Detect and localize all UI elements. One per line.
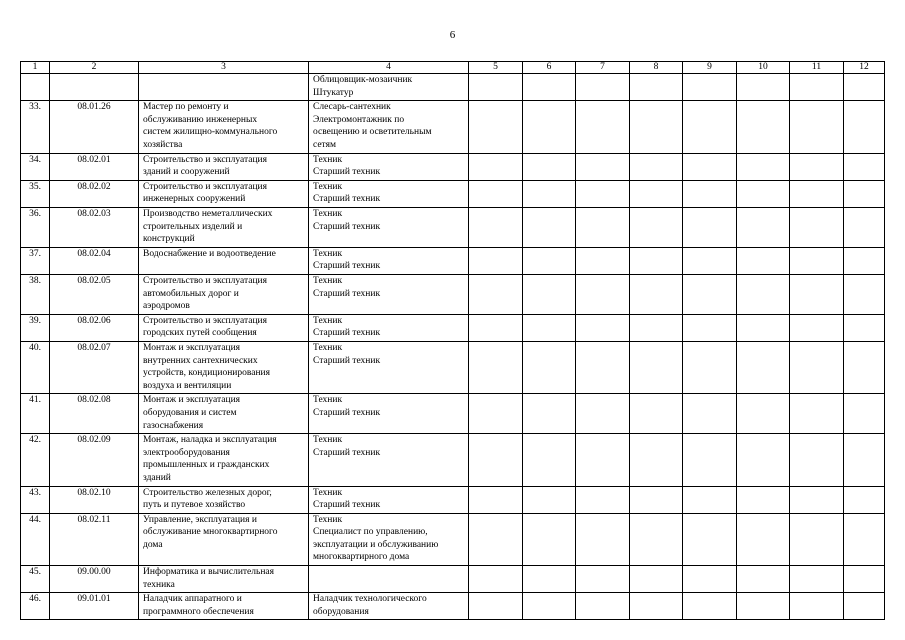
specialty-name-cell — [139, 274, 309, 314]
qualification-line: Техник — [313, 208, 343, 219]
empty-cell — [630, 74, 683, 101]
empty-cell — [683, 566, 737, 593]
specialty-name-line: Наладчик аппаратного и — [143, 594, 242, 605]
empty-cell — [844, 101, 885, 153]
qualification-cell — [309, 513, 469, 565]
empty-cell — [523, 247, 576, 274]
specialty-code-cell: 08.02.11 — [50, 513, 139, 565]
empty-cell — [683, 180, 737, 207]
empty-cell — [844, 434, 885, 486]
empty-cell — [523, 341, 576, 393]
empty-cell — [523, 153, 576, 180]
row-number-cell: 38. — [21, 274, 50, 314]
header-cell: 9 — [683, 62, 737, 74]
qualification-cell — [309, 101, 469, 153]
empty-cell — [630, 341, 683, 393]
specialty-name-line: Строительство и эксплуатация — [143, 275, 267, 286]
qualification-cell — [309, 314, 469, 341]
qualification-line: Старший техник — [313, 288, 381, 299]
table-row — [21, 274, 885, 314]
qualification-line: Старший техник — [313, 221, 381, 232]
qualification-cell — [309, 566, 469, 593]
empty-cell — [523, 593, 576, 620]
empty-cell — [844, 247, 885, 274]
header-row — [21, 62, 885, 74]
row-number-cell: 41. — [21, 394, 50, 434]
empty-cell — [469, 566, 523, 593]
empty-cell — [469, 247, 523, 274]
empty-cell — [737, 486, 790, 513]
qualification-line: Наладчик технологического — [313, 594, 427, 605]
header-cell: 6 — [523, 62, 576, 74]
specialties-table — [20, 61, 885, 620]
qualification-line: Техник — [313, 248, 343, 259]
empty-cell — [790, 394, 844, 434]
qualification-line: Старший техник — [313, 500, 381, 511]
row-number-cell: 42. — [21, 434, 50, 486]
specialty-name-line: Монтаж, наладка и эксплуатация — [143, 435, 277, 446]
specialty-name-line: хозяйства — [143, 139, 183, 150]
specialty-code-cell: 08.02.10 — [50, 486, 139, 513]
qualification-cell — [309, 274, 469, 314]
empty-cell — [523, 180, 576, 207]
qualification-line: Техник — [313, 514, 343, 525]
row-number-cell: 39. — [21, 314, 50, 341]
empty-cell — [523, 314, 576, 341]
empty-cell — [790, 153, 844, 180]
empty-cell — [844, 274, 885, 314]
qualification-cell — [309, 593, 469, 620]
table-row — [21, 341, 885, 393]
empty-cell — [630, 434, 683, 486]
header-cell: 1 — [21, 62, 50, 74]
empty-cell — [469, 341, 523, 393]
empty-cell — [576, 153, 630, 180]
table-row — [21, 566, 885, 593]
empty-cell — [523, 274, 576, 314]
empty-cell — [844, 180, 885, 207]
empty-cell — [737, 394, 790, 434]
empty-cell — [523, 434, 576, 486]
specialty-name-line: Информатика и вычислительная — [143, 567, 275, 578]
specialty-code-cell: 08.02.04 — [50, 247, 139, 274]
empty-cell — [630, 593, 683, 620]
specialty-code-cell: 08.02.09 — [50, 434, 139, 486]
qualification-line: эксплуатации и обслуживанию — [313, 539, 439, 550]
empty-cell — [844, 314, 885, 341]
row-number-cell: 33. — [21, 101, 50, 153]
empty-cell — [576, 274, 630, 314]
empty-cell — [737, 513, 790, 565]
qualification-line: Старший техник — [313, 167, 381, 178]
specialty-name-line: Монтаж и эксплуатация — [143, 395, 241, 406]
specialty-name-line: Мастер по ремонту и — [143, 102, 229, 113]
empty-cell — [630, 180, 683, 207]
empty-cell — [790, 74, 844, 101]
specialty-name-cell — [139, 74, 309, 101]
empty-cell — [683, 274, 737, 314]
qualification-cell — [309, 434, 469, 486]
specialty-name-cell — [139, 513, 309, 565]
row-number-cell: 36. — [21, 207, 50, 247]
empty-cell — [844, 341, 885, 393]
empty-cell — [790, 593, 844, 620]
empty-cell — [844, 593, 885, 620]
specialty-name-line: систем жилищно-коммунального — [143, 127, 278, 138]
table-row — [21, 513, 885, 565]
qualification-cell — [309, 486, 469, 513]
specialty-name-line: внутренних сантехнических — [143, 355, 258, 366]
empty-cell — [576, 566, 630, 593]
specialty-name-line: инженерных сооружений — [143, 194, 246, 205]
qualification-cell — [309, 74, 469, 101]
empty-cell — [469, 593, 523, 620]
specialty-name-line: Строительство и эксплуатация — [143, 181, 267, 192]
empty-cell — [576, 513, 630, 565]
empty-cell — [683, 153, 737, 180]
header-cell: 5 — [469, 62, 523, 74]
row-number-cell: 40. — [21, 341, 50, 393]
empty-cell — [683, 207, 737, 247]
qualification-cell — [309, 341, 469, 393]
header-cell: 12 — [844, 62, 885, 74]
specialty-name-line: строительных изделий и — [143, 221, 243, 232]
table-row — [21, 394, 885, 434]
empty-cell — [469, 314, 523, 341]
empty-cell — [469, 274, 523, 314]
row-number-cell: 34. — [21, 153, 50, 180]
empty-cell — [844, 513, 885, 565]
specialty-name-line: оборудования и систем — [143, 407, 237, 418]
specialty-name-line: программного обеспечения — [143, 606, 254, 617]
specialty-name-line: электрооборудования — [143, 447, 230, 458]
page-number: 6 — [449, 29, 456, 41]
empty-cell — [737, 180, 790, 207]
specialty-name-cell — [139, 207, 309, 247]
empty-cell — [576, 101, 630, 153]
empty-cell — [683, 434, 737, 486]
qualification-line: оборудования — [313, 606, 369, 617]
specialty-code-cell: 09.00.00 — [50, 566, 139, 593]
qualification-line: Специалист по управлению, — [313, 527, 428, 538]
table-row — [21, 180, 885, 207]
empty-cell — [469, 101, 523, 153]
row-number-cell: 43. — [21, 486, 50, 513]
specialty-code-cell: 09.01.01 — [50, 593, 139, 620]
empty-cell — [683, 247, 737, 274]
table-row — [21, 314, 885, 341]
empty-cell — [737, 207, 790, 247]
empty-cell — [576, 247, 630, 274]
empty-cell — [844, 74, 885, 101]
qualification-line: Старший техник — [313, 447, 381, 458]
empty-cell — [737, 274, 790, 314]
qualification-line: Облицовщик-мозаичник — [313, 75, 413, 85]
empty-cell — [576, 180, 630, 207]
empty-cell — [630, 153, 683, 180]
specialty-name-cell — [139, 101, 309, 153]
specialty-name-line: городских путей сообщения — [143, 328, 257, 339]
empty-cell — [630, 247, 683, 274]
specialty-name-line: Строительство и эксплуатация — [143, 315, 267, 326]
specialty-name-line: зданий и сооружений — [143, 167, 230, 178]
header-cell: 8 — [630, 62, 683, 74]
qualification-line: Техник — [313, 395, 343, 406]
specialty-code-cell — [50, 74, 139, 101]
empty-cell — [576, 486, 630, 513]
qualification-line: Техник — [313, 315, 343, 326]
empty-cell — [683, 101, 737, 153]
qualification-line: Старший техник — [313, 328, 381, 339]
specialty-name-line: устройств, кондиционирования — [143, 368, 271, 379]
specialty-name-line: газоснабжения — [143, 420, 204, 431]
specialty-name-cell — [139, 593, 309, 620]
empty-cell — [576, 314, 630, 341]
qualification-line: Старший техник — [313, 355, 381, 366]
empty-cell — [469, 434, 523, 486]
empty-cell — [790, 180, 844, 207]
specialty-name-cell — [139, 314, 309, 341]
empty-cell — [576, 74, 630, 101]
qualification-line: Техник — [313, 275, 343, 286]
specialty-name-line: техника — [143, 579, 175, 590]
empty-cell — [576, 434, 630, 486]
qualification-line: Электромонтажник по — [313, 114, 405, 125]
specialty-name-cell — [139, 153, 309, 180]
specialty-name-line: конструкций — [143, 234, 195, 245]
empty-cell — [790, 314, 844, 341]
empty-cell — [790, 486, 844, 513]
qualification-line: Техник — [313, 181, 343, 192]
table-row — [21, 101, 885, 153]
table-row — [21, 593, 885, 620]
specialty-name-cell — [139, 394, 309, 434]
qualification-cell — [309, 207, 469, 247]
table-row — [21, 486, 885, 513]
empty-cell — [630, 207, 683, 247]
specialty-code-cell: 08.02.08 — [50, 394, 139, 434]
specialty-name-line: промышленных и гражданских — [143, 460, 270, 471]
empty-cell — [523, 513, 576, 565]
empty-cell — [469, 74, 523, 101]
qualification-line: Техник — [313, 435, 343, 446]
header-cell: 11 — [790, 62, 844, 74]
empty-cell — [844, 486, 885, 513]
specialty-name-cell — [139, 180, 309, 207]
empty-cell — [844, 207, 885, 247]
specialty-name-cell — [139, 566, 309, 593]
empty-cell — [790, 207, 844, 247]
qualification-line: Техник — [313, 487, 343, 498]
qualification-line: Старший техник — [313, 194, 381, 205]
empty-cell — [737, 434, 790, 486]
specialty-name-cell — [139, 247, 309, 274]
empty-cell — [737, 247, 790, 274]
empty-cell — [683, 314, 737, 341]
specialty-name-line: аэродромов — [143, 301, 190, 312]
specialty-name-line: Строительство железных дорог, — [143, 487, 272, 498]
empty-cell — [469, 207, 523, 247]
qualification-line: сетям — [313, 139, 336, 150]
specialty-code-cell: 08.02.07 — [50, 341, 139, 393]
empty-cell — [737, 153, 790, 180]
specialty-name-line: Управление, эксплуатация и — [143, 514, 257, 525]
qualification-cell — [309, 394, 469, 434]
qualification-line: Техник — [313, 154, 343, 165]
empty-cell — [630, 513, 683, 565]
empty-cell — [469, 153, 523, 180]
specialty-name-line: Монтаж и эксплуатация — [143, 342, 241, 353]
qualification-line: многоквартирного дома — [313, 552, 410, 563]
empty-cell — [683, 341, 737, 393]
specialty-code-cell: 08.01.26 — [50, 101, 139, 153]
empty-cell — [523, 207, 576, 247]
empty-cell — [469, 513, 523, 565]
row-number-cell — [21, 74, 50, 101]
header-cell: 3 — [139, 62, 309, 74]
qualification-cell — [309, 180, 469, 207]
empty-cell — [790, 341, 844, 393]
empty-cell — [630, 274, 683, 314]
specialty-code-cell: 08.02.05 — [50, 274, 139, 314]
empty-cell — [844, 394, 885, 434]
qualification-line: Техник — [313, 342, 343, 353]
table-row — [21, 434, 885, 486]
empty-cell — [523, 566, 576, 593]
empty-cell — [683, 486, 737, 513]
qualification-line: Слесарь-сантехник — [313, 102, 391, 113]
empty-cell — [737, 74, 790, 101]
empty-cell — [630, 486, 683, 513]
empty-cell — [790, 513, 844, 565]
row-number-cell: 46. — [21, 593, 50, 620]
empty-cell — [523, 74, 576, 101]
specialty-name-line: Строительство и эксплуатация — [143, 154, 267, 165]
table-row — [21, 74, 885, 101]
row-number-cell: 35. — [21, 180, 50, 207]
empty-cell — [737, 566, 790, 593]
specialty-code-cell: 08.02.06 — [50, 314, 139, 341]
empty-cell — [523, 394, 576, 434]
empty-cell — [737, 101, 790, 153]
empty-cell — [576, 394, 630, 434]
specialty-name-line: Производство неметаллических — [143, 208, 273, 219]
specialty-name-line: автомобильных дорог и — [143, 288, 239, 299]
empty-cell — [790, 274, 844, 314]
qualification-line: Штукатур — [313, 87, 354, 98]
empty-cell — [630, 566, 683, 593]
specialty-code-cell: 08.02.02 — [50, 180, 139, 207]
specialty-name-cell — [139, 341, 309, 393]
qualification-line: освещению и осветительным — [313, 127, 432, 138]
qualification-line: Старший техник — [313, 407, 381, 418]
header-cell: 7 — [576, 62, 630, 74]
empty-cell — [683, 593, 737, 620]
empty-cell — [469, 486, 523, 513]
qualification-line: Старший техник — [313, 261, 381, 272]
empty-cell — [576, 341, 630, 393]
empty-cell — [630, 101, 683, 153]
specialty-code-cell: 08.02.03 — [50, 207, 139, 247]
empty-cell — [683, 513, 737, 565]
empty-cell — [844, 566, 885, 593]
header-cell: 10 — [737, 62, 790, 74]
empty-cell — [790, 434, 844, 486]
specialty-name-line: обслуживание многоквартирного — [143, 527, 278, 538]
empty-cell — [576, 593, 630, 620]
specialty-name-cell — [139, 486, 309, 513]
empty-cell — [630, 314, 683, 341]
empty-cell — [737, 314, 790, 341]
empty-cell — [523, 101, 576, 153]
row-number-cell: 37. — [21, 247, 50, 274]
specialty-name-line: дома — [143, 539, 163, 550]
empty-cell — [469, 394, 523, 434]
empty-cell — [630, 394, 683, 434]
qualification-cell — [309, 153, 469, 180]
empty-cell — [683, 394, 737, 434]
specialty-name-line: Водоснабжение и водоотведение — [143, 248, 276, 259]
specialty-name-cell — [139, 434, 309, 486]
empty-cell — [790, 566, 844, 593]
empty-cell — [523, 486, 576, 513]
row-number-cell: 45. — [21, 566, 50, 593]
row-number-cell: 44. — [21, 513, 50, 565]
empty-cell — [790, 247, 844, 274]
header-cell: 4 — [309, 62, 469, 74]
empty-cell — [844, 153, 885, 180]
specialty-name-line: путь и путевое хозяйство — [143, 500, 246, 511]
empty-cell — [469, 180, 523, 207]
empty-cell — [790, 101, 844, 153]
specialty-code-cell: 08.02.01 — [50, 153, 139, 180]
specialty-name-line: воздуха и вентиляции — [143, 380, 232, 391]
header-cell: 2 — [50, 62, 139, 74]
empty-cell — [683, 74, 737, 101]
table-row — [21, 247, 885, 274]
empty-cell — [737, 341, 790, 393]
table-row — [21, 153, 885, 180]
specialty-name-line: обслуживанию инженерных — [143, 114, 258, 125]
empty-cell — [737, 593, 790, 620]
specialty-name-line: зданий — [143, 472, 171, 483]
empty-cell — [576, 207, 630, 247]
table-row — [21, 207, 885, 247]
qualification-cell — [309, 247, 469, 274]
